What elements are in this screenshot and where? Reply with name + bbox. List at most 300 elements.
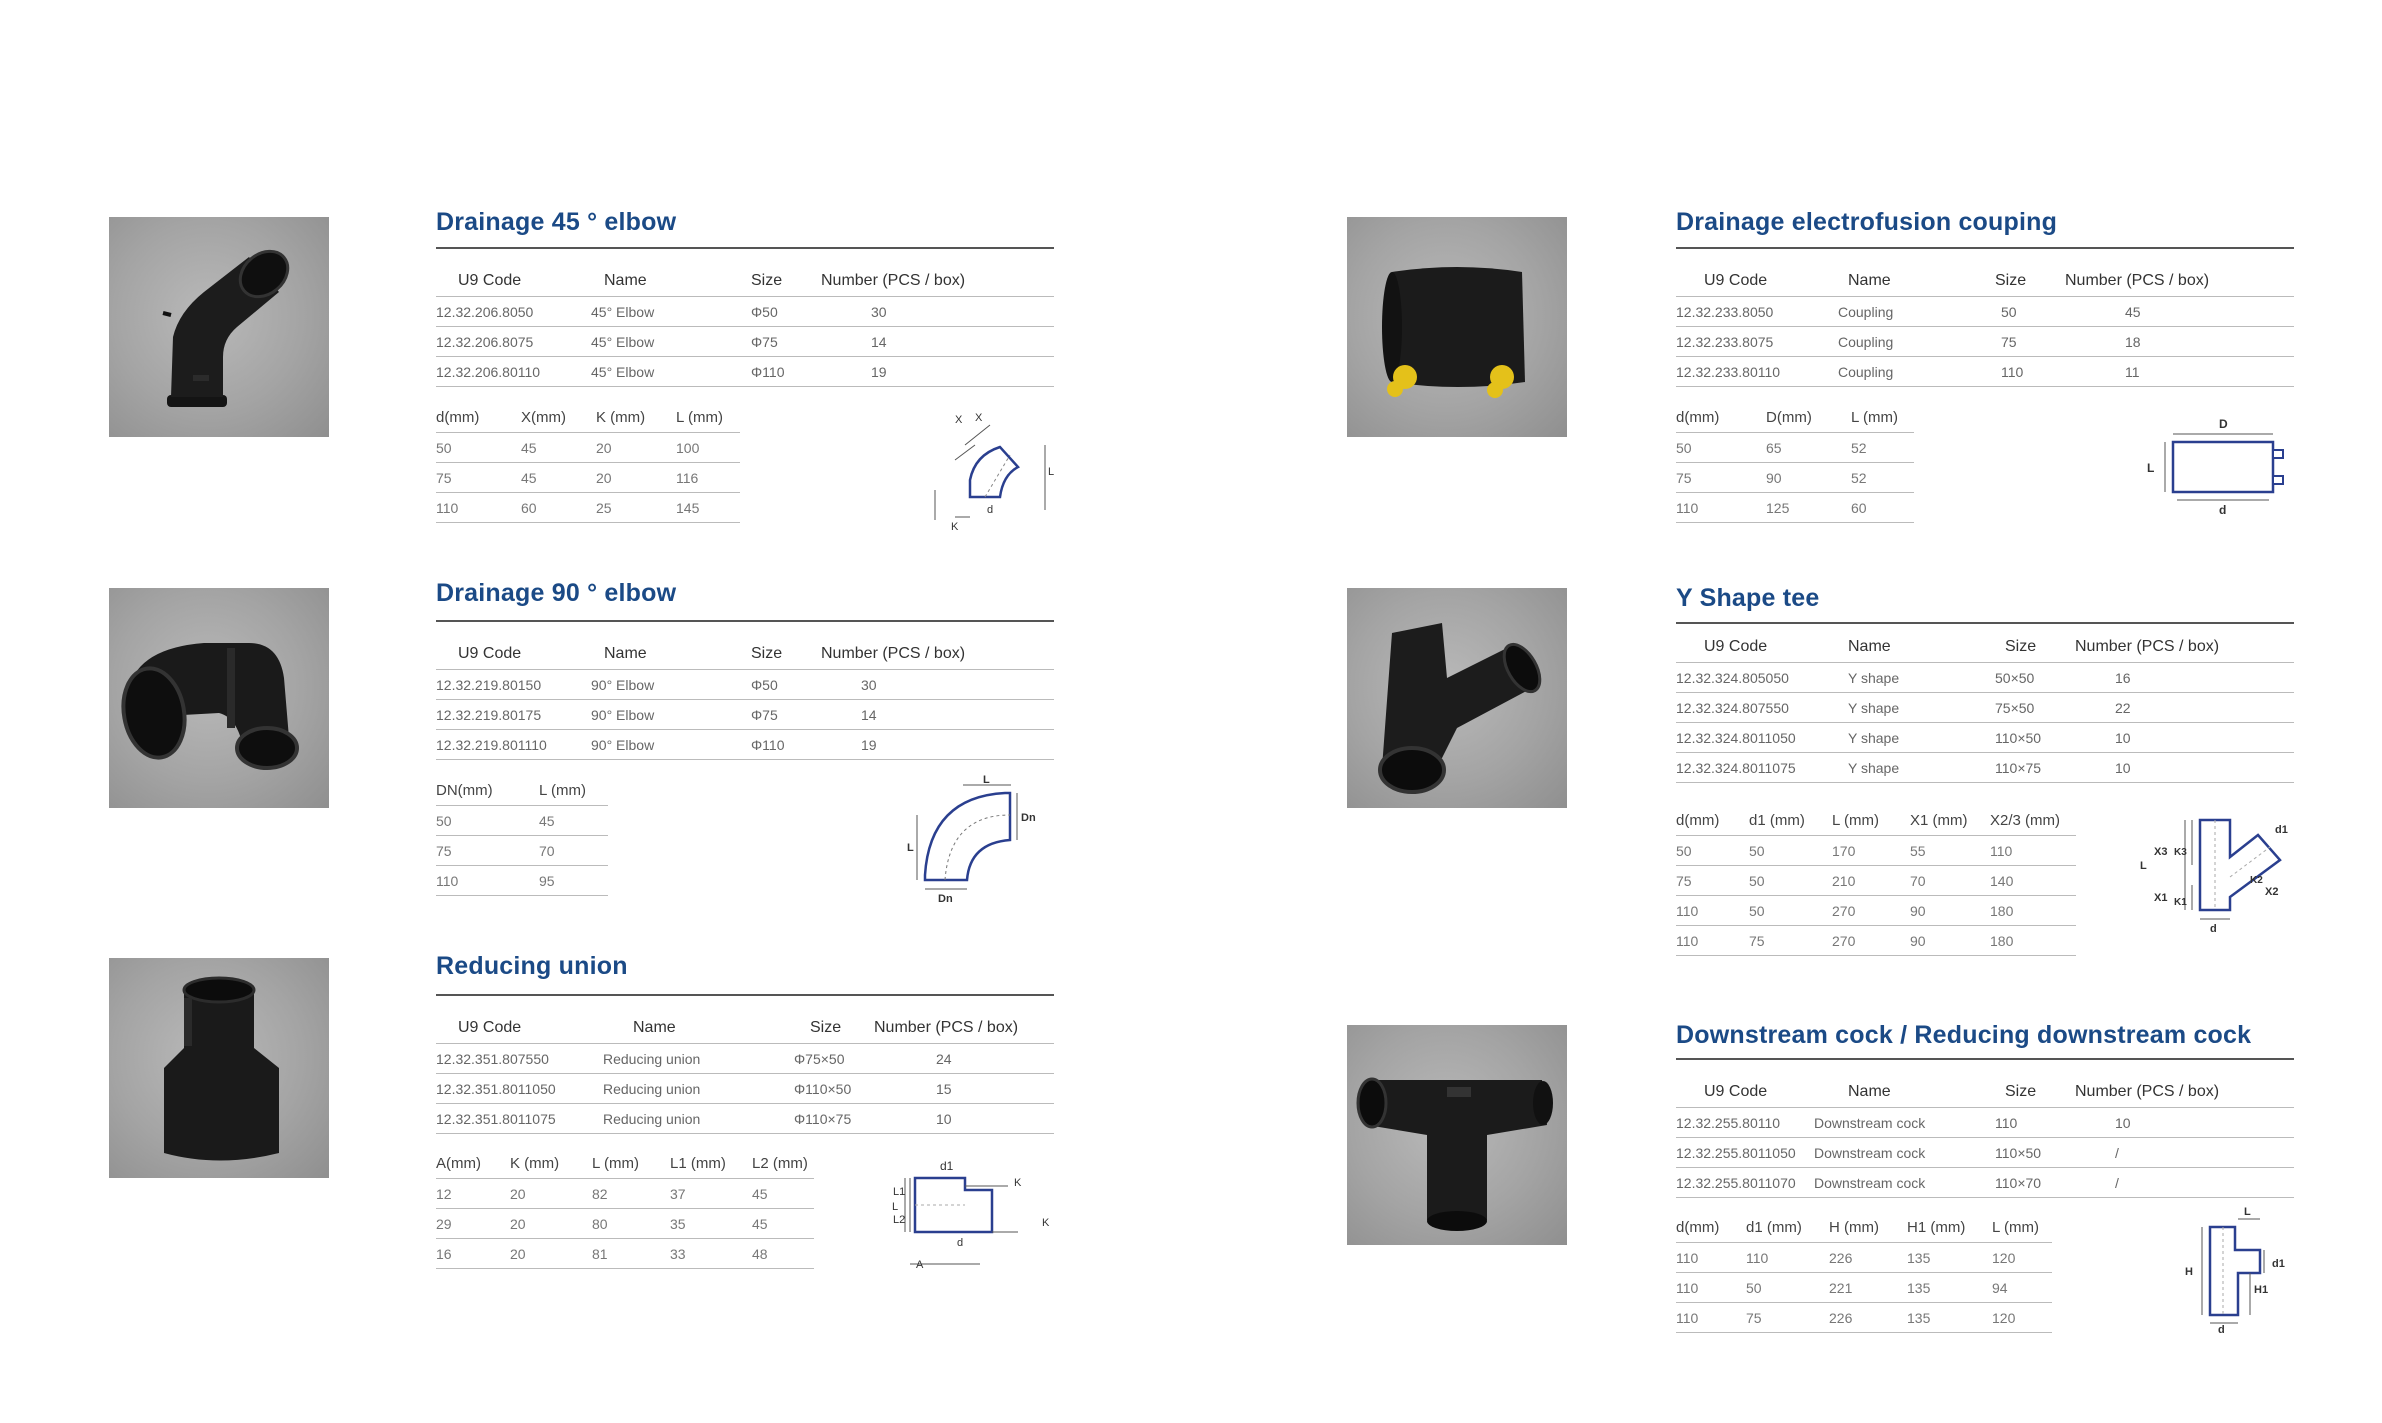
product-title: Drainage electrofusion couping [1676,208,2058,236]
cell-size: Φ75 [751,700,821,730]
cell: 180 [1990,926,2076,956]
table-row [1676,663,2294,693]
table-header-row [1676,1212,2052,1243]
cell-size: 50 [1995,297,2065,327]
header-number: Number (PCS / box) [821,272,966,289]
header-l: L (mm) [592,1154,639,1172]
cell: 45 [521,433,596,463]
header-size: Size [2005,1083,2037,1100]
dimension-table [436,775,608,896]
cell: 81 [592,1239,670,1269]
product-title: Reducing union [436,952,628,980]
cell-code: 12.32.324.805050 [1676,663,1838,693]
header-name: Name [604,272,647,289]
cell: 116 [676,463,740,493]
table-row [436,327,1054,357]
header-h1: H1 (mm) [1907,1218,1966,1236]
diagram-label: d [957,1237,964,1249]
cell-number: 18 [2065,327,2294,357]
header-h: H (mm) [1829,1218,1879,1236]
diagram-label: K [1042,1217,1050,1229]
cell: 12 [436,1179,510,1209]
table-row [436,463,740,493]
header-number: Number (PCS / box) [874,1019,1019,1036]
product-photo-reducing-union [109,958,329,1178]
cell-size: Φ50 [751,297,821,327]
dimension-table [1676,1212,2052,1333]
cell-number: 19 [821,357,1054,387]
diagram-label: d [2219,503,2227,517]
diagram-45-elbow [915,405,1055,535]
header-name: Name [1848,1083,1891,1100]
cell-code: 12.32.255.80110 [1676,1108,1812,1138]
cell: 50 [1749,836,1832,866]
table-row [436,670,1054,700]
cell: 100 [676,433,740,463]
diagram-label: X [955,414,963,426]
header-l: L (mm) [676,408,723,426]
cell: 52 [1851,463,1914,493]
cell: 20 [510,1239,592,1269]
cell-code: 12.32.233.8075 [1676,327,1838,357]
cell: 94 [1992,1273,2052,1303]
header-l2: L2 (mm) [752,1154,808,1172]
cell-size: 110 [1995,357,2065,387]
diagram-90-elbow [905,775,1055,905]
cell: 210 [1832,866,1910,896]
order-table [1676,1077,2294,1198]
cell: 75 [436,463,521,493]
header-size: Size [1995,272,2027,289]
cell: 90 [1910,896,1990,926]
cell-name: Reducing union [603,1104,794,1134]
cell: 20 [596,463,676,493]
cell: 75 [436,836,539,866]
cell: 226 [1829,1243,1907,1273]
table-row [1676,753,2294,783]
diagram-label: D [2219,417,2228,431]
product-photo-y-tee [1347,588,1567,808]
product-title: Drainage 45 ° elbow [436,208,677,236]
cell-name: Coupling [1838,357,1995,387]
title-rule [436,620,1054,622]
cell-size: Φ110 [751,357,821,387]
product-photo-downstream-cock [1347,1025,1567,1245]
cell-number: 30 [821,670,1054,700]
cell-size: 50×50 [1995,663,2075,693]
diagram-label: K3 [2174,847,2187,858]
cell: 25 [596,493,676,523]
cell: 50 [436,433,521,463]
cell: 16 [436,1239,510,1269]
cell: 95 [539,866,608,896]
table-header-row [1676,402,1914,433]
cell-name: Coupling [1838,297,1995,327]
cell: 50 [1749,866,1832,896]
cell: 33 [670,1239,752,1269]
diagram-label: K2 [2250,875,2263,886]
cell-code: 12.32.351.807550 [436,1044,603,1074]
cell-name: 45° Elbow [591,357,751,387]
cell: 52 [1851,433,1914,463]
table-row [1676,493,1914,523]
title-rule [1676,1058,2294,1060]
header-d: d(mm) [1676,408,1720,426]
cell-code: 12.32.219.801110 [436,730,591,760]
table-row [1676,1273,2052,1303]
table-row [436,1209,814,1239]
cell-size: 110×50 [1995,723,2075,753]
cell-code: 12.32.219.80175 [436,700,591,730]
cell: 29 [436,1209,510,1239]
diagram-label: K [1014,1177,1022,1189]
cell-name: 45° Elbow [591,327,751,357]
cell-code: 12.32.324.8011075 [1676,753,1838,783]
cell: 135 [1907,1243,1992,1273]
table-row [1676,693,2294,723]
order-table [1676,266,2294,387]
cell-size: 75 [1995,327,2065,357]
diagram-label: K [951,521,959,533]
diagram-label: L [983,775,990,786]
header-u9-code: U9 Code [1704,272,1768,289]
cell: 37 [670,1179,752,1209]
cell: 110 [1990,836,2076,866]
diagram-label: L [2140,860,2147,872]
table-row [436,866,608,896]
header-size: Size [751,272,783,289]
cell-code: 12.32.219.80150 [436,670,591,700]
cell: 45 [752,1209,814,1239]
table-row [1676,723,2294,753]
cell-name: Y shape [1838,663,1995,693]
diagram-label: X3 [2154,846,2168,858]
cell-number: 10 [874,1104,1054,1134]
cell: 145 [676,493,740,523]
diagram-reducing-union [880,1150,1055,1280]
cell-number: 15 [874,1074,1054,1104]
cell: 70 [539,836,608,866]
table-row [1676,463,1914,493]
cell-number: / [2075,1168,2294,1198]
product-title: Y Shape tee [1676,584,1820,612]
table-header-row [1676,1077,2294,1108]
diagram-label: Dn [1021,812,1036,824]
cell: 125 [1766,493,1851,523]
cell: 135 [1907,1303,1992,1333]
cell: 45 [521,463,596,493]
product-photo-45-elbow [109,217,329,437]
table-row [436,700,1054,730]
table-row [1676,1303,2052,1333]
cell-name: Reducing union [603,1074,794,1104]
diagram-label: d [2210,923,2217,935]
header-u9-code: U9 Code [1704,638,1768,655]
diagram-label: X2 [2265,886,2279,898]
product-title: Downstream cock / Reducing downstream cock [1676,1021,2252,1049]
header-outer-d: D(mm) [1766,408,1812,426]
table-row [436,1104,1054,1134]
cell: 45 [539,806,608,836]
cell: 90 [1910,926,1990,956]
cell: 270 [1832,896,1910,926]
cell: 135 [1907,1273,1992,1303]
table-row [436,730,1054,760]
cell: 90 [1766,463,1851,493]
header-number: Number (PCS / box) [821,645,966,662]
cell: 140 [1990,866,2076,896]
cell: 110 [436,866,539,896]
title-rule [1676,247,2294,249]
cell: 82 [592,1179,670,1209]
cell-code: 12.32.206.80110 [436,357,591,387]
diagram-label: Dn [938,893,953,905]
cell: 75 [1676,866,1749,896]
cell-name: 45° Elbow [591,297,751,327]
header-l: L (mm) [1832,811,1879,829]
table-row [436,433,740,463]
cell-code: 12.32.206.8050 [436,297,591,327]
diagram-label: L [907,842,914,854]
title-rule [436,247,1054,249]
cell: 110 [1676,1273,1746,1303]
cell-code: 12.32.233.80110 [1676,357,1838,387]
header-l: L (mm) [1992,1218,2039,1236]
cell: 50 [436,806,539,836]
cell: 60 [1851,493,1914,523]
cell: 120 [1992,1303,2052,1333]
table-header-row [436,266,1054,297]
diagram-label: d1 [2275,824,2288,836]
cell: 50 [1676,836,1749,866]
cell-number: 14 [821,327,1054,357]
header-x23: X2/3 (mm) [1990,811,2061,829]
header-number: Number (PCS / box) [2075,638,2220,655]
table-row [436,493,740,523]
cell: 170 [1832,836,1910,866]
header-d: d(mm) [436,408,480,426]
diagram-label: H1 [2254,1284,2269,1296]
cell-code: 12.32.255.8011050 [1676,1138,1812,1168]
cell: 75 [1746,1303,1829,1333]
cell: 110 [1676,1243,1746,1273]
cell: 75 [1676,463,1766,493]
header-name: Name [1848,272,1891,289]
cell: 50 [1676,433,1766,463]
cell-number: 11 [2065,357,2294,387]
cell-size: 110×75 [1995,753,2075,783]
table-row [436,806,608,836]
order-table [436,639,1054,760]
title-rule [1676,622,2294,624]
table-row [1676,1138,2294,1168]
cell-size: 75×50 [1995,693,2075,723]
diagram-label: d [2218,1324,2225,1335]
cell: 20 [510,1179,592,1209]
header-d1: d1 (mm) [1746,1218,1802,1236]
header-number: Number (PCS / box) [2065,272,2210,289]
cell-number: 24 [874,1044,1054,1074]
cell: 80 [592,1209,670,1239]
header-l: L (mm) [539,781,586,799]
table-row [1676,1108,2294,1138]
header-d1: d1 (mm) [1749,811,1805,829]
cell-number: 45 [2065,297,2294,327]
cell-size: Φ75 [751,327,821,357]
diagram-label: K1 [2174,897,2187,908]
cell: 65 [1766,433,1851,463]
dimension-table [436,1148,814,1269]
table-row [1676,1243,2052,1273]
cell-name: 90° Elbow [591,730,751,760]
table-header-row [1676,266,2294,297]
table-row [436,297,1054,327]
header-d: d(mm) [1676,811,1720,829]
cell-number: / [2075,1138,2294,1168]
cell: 110 [1676,926,1749,956]
cell-number: 10 [2075,1108,2294,1138]
product-photo-coupling [1347,217,1567,437]
header-number: Number (PCS / box) [2075,1083,2220,1100]
cell-code: 12.32.206.8075 [436,327,591,357]
table-row [1676,433,1914,463]
cell: 110 [1676,493,1766,523]
diagram-label: L [1048,466,1055,478]
table-row [436,357,1054,387]
cell-name: Y shape [1838,723,1995,753]
table-header-row [436,1013,1054,1044]
cell-name: 90° Elbow [591,700,751,730]
cell: 20 [510,1209,592,1239]
table-row [436,1074,1054,1104]
table-header-row [436,775,608,806]
header-a: A(mm) [436,1154,481,1172]
header-l: L (mm) [1851,408,1898,426]
header-u9-code: U9 Code [458,645,522,662]
cell-code: 12.32.324.807550 [1676,693,1838,723]
cell: 226 [1829,1303,1907,1333]
header-name: Name [1848,638,1891,655]
header-u9-code: U9 Code [1704,1083,1768,1100]
table-header-row [436,639,1054,670]
cell: 110 [1676,896,1749,926]
cell-size: Φ50 [751,670,821,700]
table-row [1676,866,2076,896]
cell-size: 110×50 [1995,1138,2075,1168]
diagram-y-tee [2130,805,2305,935]
cell-code: 12.32.351.8011075 [436,1104,603,1134]
table-row [436,1179,814,1209]
cell-size: Φ110 [751,730,821,760]
cell-code: 12.32.351.8011050 [436,1074,603,1104]
cell-name: Downstream cock [1812,1168,1995,1198]
table-row [1676,327,2294,357]
cell-name: Coupling [1838,327,1995,357]
cell-number: 22 [2075,693,2294,723]
cell-size: 110 [1995,1108,2075,1138]
dimension-table [436,402,740,523]
table-header-row [1676,632,2294,663]
table-row [1676,896,2076,926]
diagram-label: H [2185,1266,2193,1278]
dimension-table [1676,402,1914,523]
table-row [436,1239,814,1269]
cell: 110 [436,493,521,523]
cell: 75 [1749,926,1832,956]
table-row [1676,926,2076,956]
cell-number: 30 [821,297,1054,327]
cell-size: Φ75×50 [794,1044,874,1074]
cell-code: 12.32.324.8011050 [1676,723,1838,753]
cell: 60 [521,493,596,523]
header-u9-code: U9 Code [458,272,522,289]
table-row [436,836,608,866]
diagram-label: X [975,412,983,424]
header-name: Name [604,645,647,662]
table-header-row [436,1148,814,1179]
order-table [1676,632,2294,783]
diagram-label: X1 [2154,892,2168,904]
cell-number: 10 [2075,723,2294,753]
header-size: Size [2005,638,2037,655]
cell-name: 90° Elbow [591,670,751,700]
diagram-label: d1 [940,1159,954,1173]
table-row [436,1044,1054,1074]
cell-code: 12.32.255.8011070 [1676,1168,1812,1198]
header-name: Name [633,1019,676,1036]
cell-size: Φ110×75 [794,1104,874,1134]
header-k: K (mm) [596,408,646,426]
cell: 221 [1829,1273,1907,1303]
product-title: Drainage 90 ° elbow [436,579,677,607]
cell-number: 19 [821,730,1054,760]
diagram-label: d [987,504,994,516]
table-header-row [1676,805,2076,836]
cell: 20 [596,433,676,463]
header-x1: X1 (mm) [1910,811,1968,829]
table-header-row [436,402,740,433]
table-row [1676,357,2294,387]
header-size: Size [810,1019,842,1036]
cell: 45 [752,1179,814,1209]
header-u9-code: U9 Code [458,1019,522,1036]
diagram-label: L [892,1201,899,1213]
diagram-label: A [916,1259,924,1271]
header-l1: L1 (mm) [670,1154,726,1172]
cell: 120 [1992,1243,2052,1273]
table-row [1676,1168,2294,1198]
header-d: d(mm) [1676,1218,1720,1236]
title-rule [436,994,1054,996]
diagram-label: L [2147,461,2155,475]
cell: 110 [1746,1243,1829,1273]
cell: 50 [1749,896,1832,926]
order-table [436,266,1054,387]
order-table [436,1013,1054,1134]
cell: 48 [752,1239,814,1269]
table-row [1676,297,2294,327]
cell-size: Φ110×50 [794,1074,874,1104]
cell: 180 [1990,896,2076,926]
header-x: X(mm) [521,408,566,426]
product-photo-90-elbow [109,588,329,808]
diagram-downstream-cock [2160,1205,2310,1335]
cell: 70 [1910,866,1990,896]
cell-number: 10 [2075,753,2294,783]
cell-name: Downstream cock [1812,1108,1995,1138]
cell: 110 [1676,1303,1746,1333]
diagram-label: d1 [2272,1258,2285,1270]
